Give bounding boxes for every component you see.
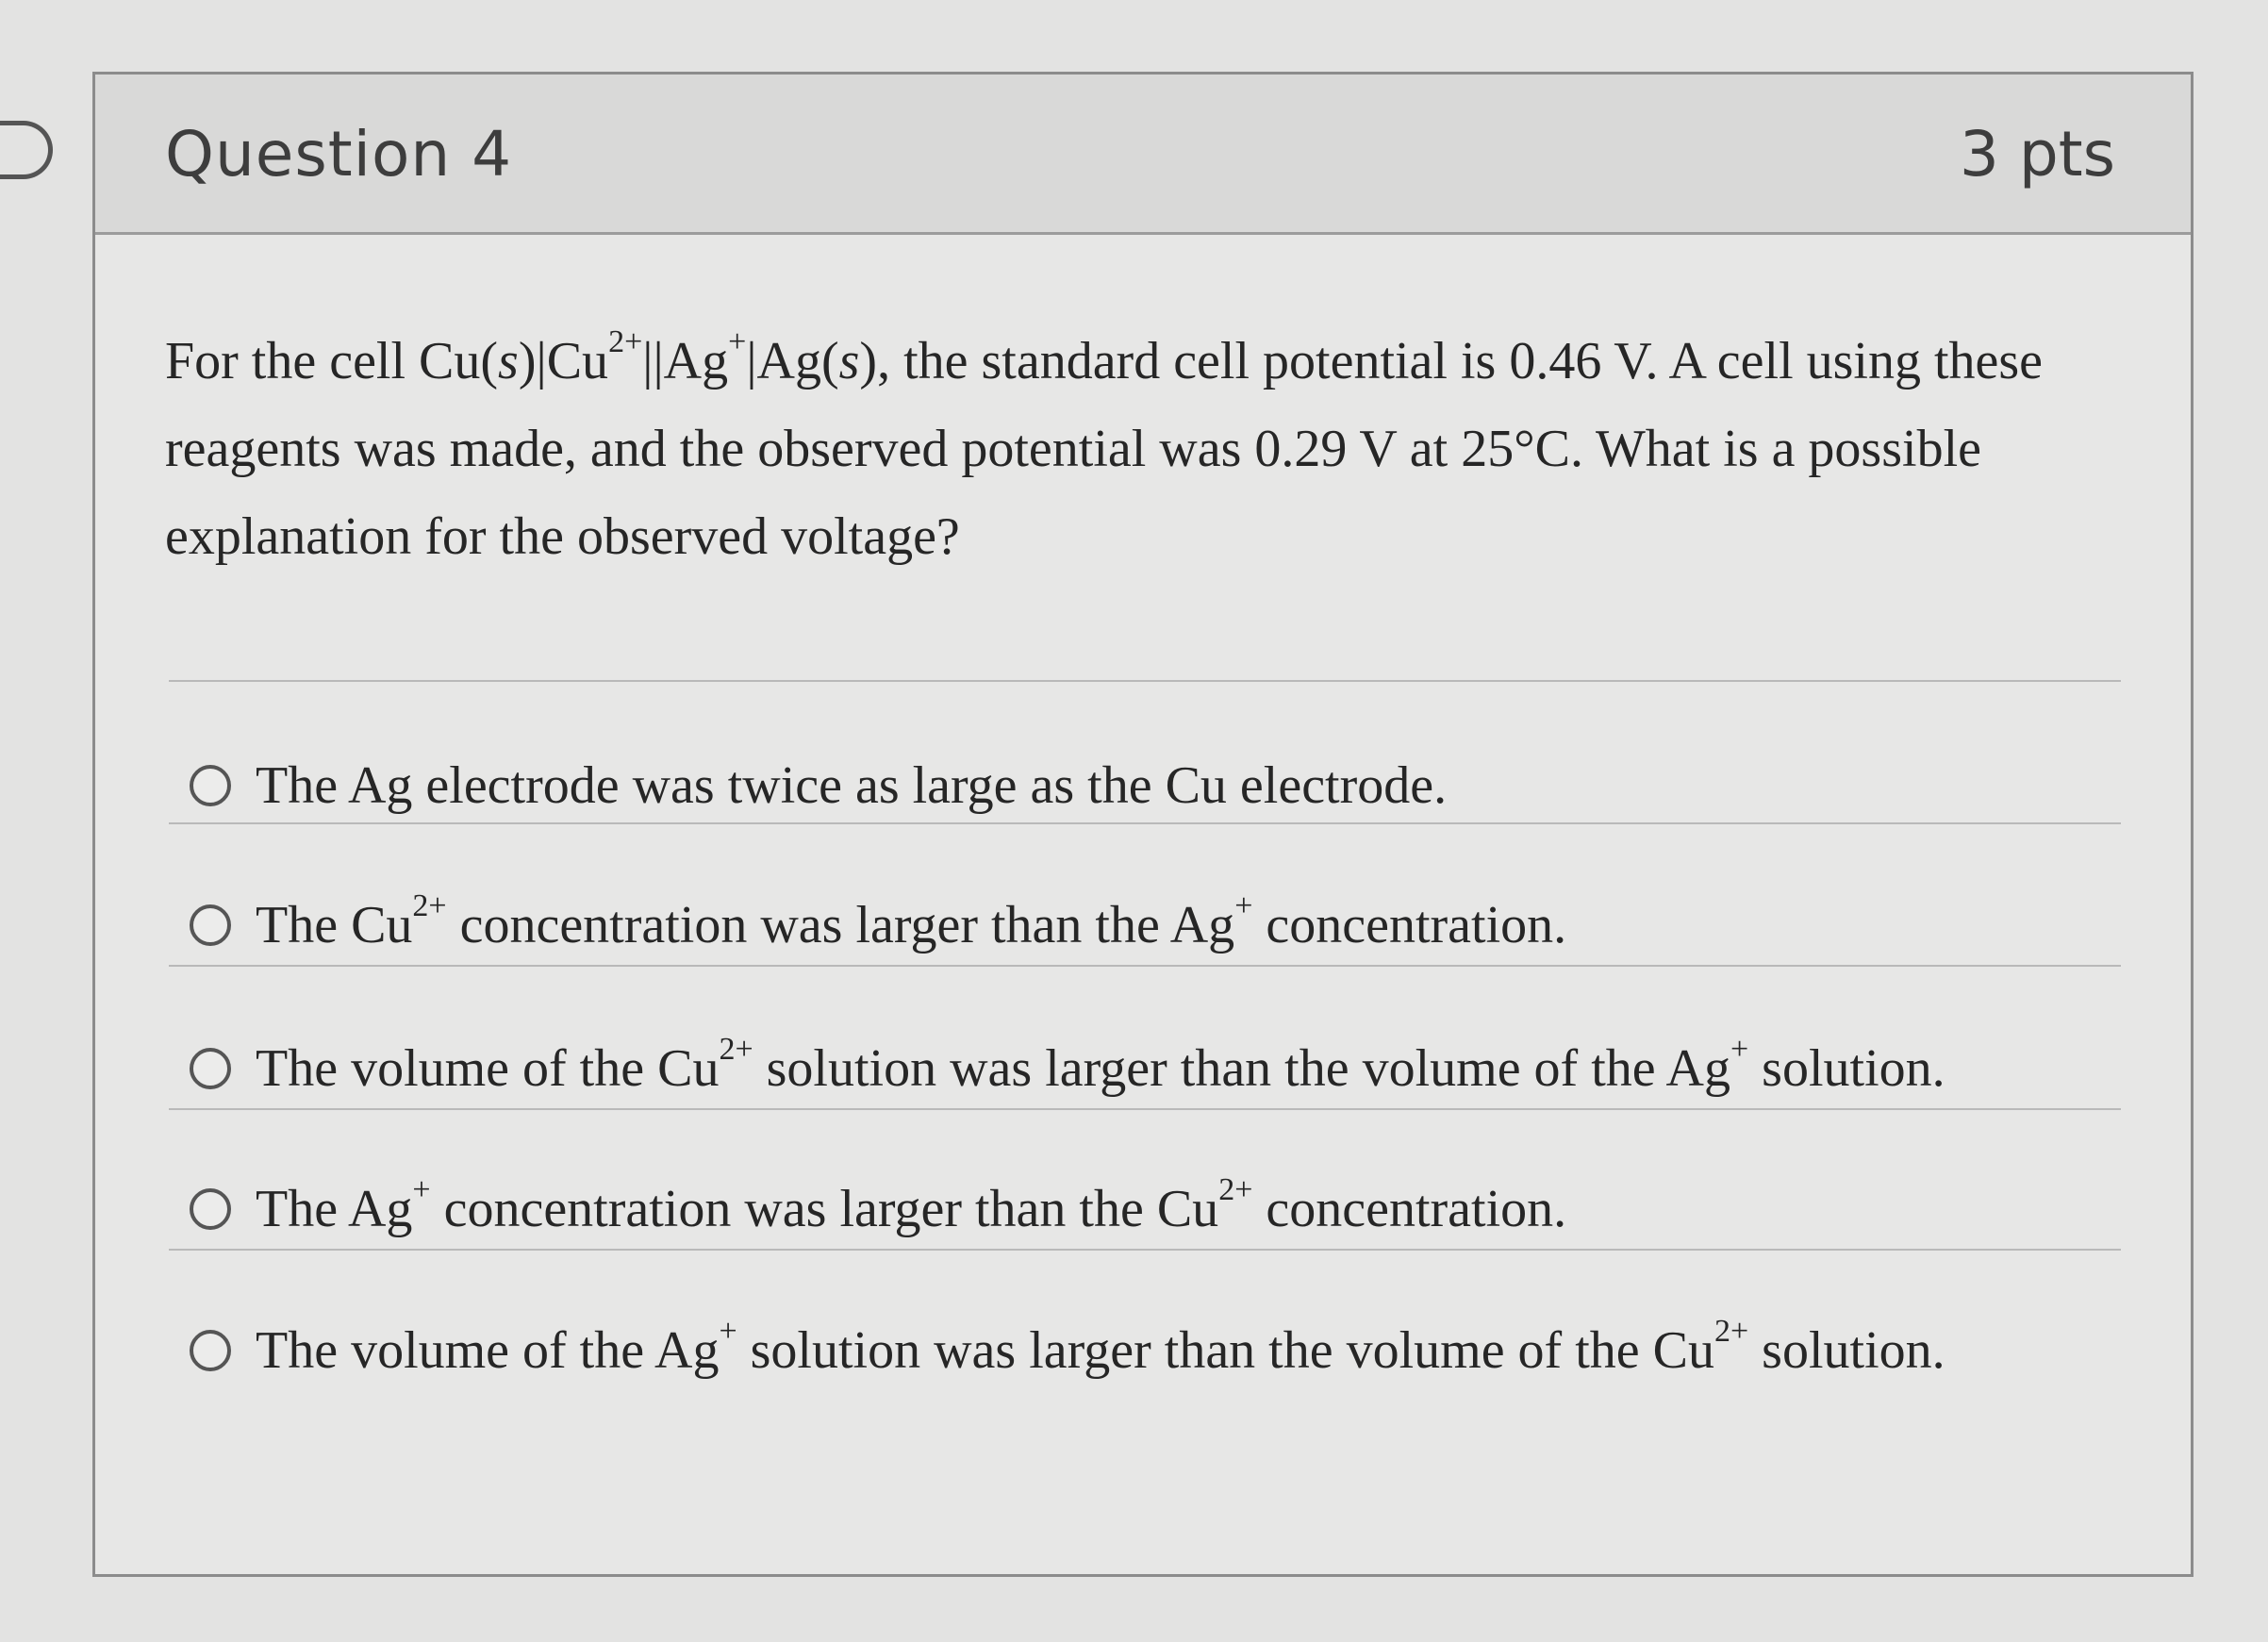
prompt-solid-state: s — [498, 332, 519, 390]
answer-text: The Ag electrode was twice as large as the Cu electrode. — [256, 756, 1448, 815]
answer-text — [256, 1314, 1945, 1381]
answer-text-part: concentration. — [1252, 1180, 1567, 1238]
answer-text-part: The Ag — [256, 1180, 413, 1238]
answer-divider — [169, 965, 2121, 967]
answer-text — [256, 1032, 1945, 1099]
prompt-text: ), the standard cell potential is 0.46 V. A cell using these reagents was made, and the observed potential was 0.29 V at 25°C. What is a possible explanation for the observed voltage? — [165, 332, 2044, 566]
answer-charge: 2+ — [1713, 1314, 1749, 1350]
answer-text-part: concentration was larger than the Ag — [446, 896, 1235, 954]
answer-charge: 2+ — [1218, 1172, 1253, 1208]
question-header — [95, 75, 2191, 235]
answer-divider — [169, 1249, 2121, 1251]
prompt-charge: + — [728, 324, 747, 360]
answer-text-part: solution. — [1748, 1039, 1945, 1098]
question-flag-icon[interactable] — [0, 121, 53, 179]
prompt-text: |Ag( — [746, 332, 839, 390]
answer-divider — [169, 1108, 2121, 1110]
answer-charge: + — [412, 1172, 431, 1208]
answer-charge: + — [1234, 888, 1253, 924]
radio-button[interactable] — [190, 765, 231, 806]
prompt-solid-state: s — [838, 332, 860, 390]
answer-text — [256, 1172, 1567, 1239]
answer-option-3[interactable] — [190, 1031, 1945, 1106]
question-title: Question 4 — [165, 118, 513, 191]
question-prompt — [165, 318, 2145, 581]
answer-divider — [169, 680, 2121, 682]
question-points: 3 pts — [1959, 118, 2115, 191]
answer-charge: 2+ — [412, 888, 447, 924]
answer-text — [256, 888, 1567, 955]
radio-button[interactable] — [190, 1188, 231, 1230]
answer-option-4[interactable] — [190, 1171, 1566, 1247]
radio-button[interactable] — [190, 904, 231, 946]
answer-charge: + — [1730, 1032, 1749, 1068]
answer-option-5[interactable] — [190, 1313, 1945, 1388]
radio-button[interactable] — [190, 1048, 231, 1089]
answer-option-1[interactable] — [190, 748, 1447, 823]
prompt-charge: 2+ — [608, 324, 643, 360]
answer-text-part: solution was larger than the volume of the Cu — [737, 1321, 1714, 1380]
answer-text-part: solution was larger than the volume of the Ag — [753, 1039, 1730, 1098]
answer-charge: + — [719, 1314, 737, 1350]
prompt-text: )|Cu — [518, 332, 609, 390]
answer-charge: 2+ — [719, 1032, 753, 1068]
answer-text-part: concentration was larger than the Cu — [430, 1180, 1219, 1238]
answer-text-part: The volume of the Ag — [256, 1321, 720, 1380]
answer-divider — [169, 822, 2121, 824]
answer-text-part: The Cu — [256, 896, 413, 954]
radio-button[interactable] — [190, 1330, 231, 1371]
answer-text-part: concentration. — [1252, 896, 1567, 954]
answer-text-part: solution. — [1748, 1321, 1945, 1380]
answer-text-part: The volume of the Cu — [256, 1039, 720, 1098]
answer-option-2[interactable] — [190, 887, 1566, 963]
prompt-text: For the cell Cu( — [165, 332, 499, 390]
question-card — [92, 72, 2194, 1577]
prompt-text: ||Ag — [642, 332, 729, 390]
